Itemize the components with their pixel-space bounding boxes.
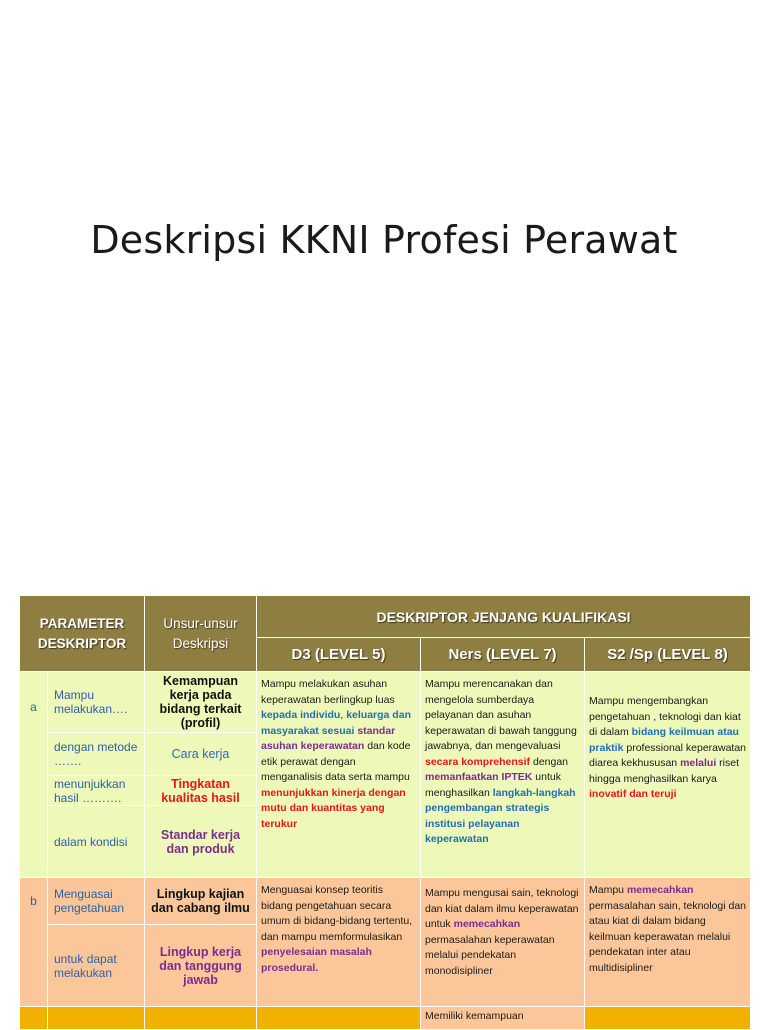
param-untuk-dapat-melakukan: untuk dapat melakukan: [48, 925, 145, 1007]
desc-segment: Mampu mengusai: [425, 887, 509, 899]
desc-segment: kepada individu: [261, 709, 341, 721]
desc-segment: pengetahuan , teknologi dan kiat di dalam: [589, 710, 741, 738]
unsur-lingkup-kerja: Lingkup kerja dan tanggung jawab: [145, 925, 257, 1007]
desc-segment: menunjukkan kinerja dengan mutu dan kuantitas yang terukur: [261, 786, 406, 830]
unsur-cara-kerja: Cara kerja: [145, 733, 257, 776]
unsur-lingkup-kajian: Lingkup kajian dan cabang ilmu: [145, 878, 257, 925]
desc-segment: secara komprehensif: [425, 755, 531, 768]
desc-segment: memanfaatkan IPTEK: [425, 771, 533, 783]
param-dalam-kondisi: dalam kondisi: [48, 806, 145, 878]
desc-b-ners: [421, 878, 585, 1007]
param-mampu-melakukan: Mampu melakukan….: [48, 672, 145, 733]
slide-title: Deskripsi KKNI Profesi Perawat: [90, 218, 678, 262]
header-s2-level8: S2 /Sp (LEVEL 8): [585, 638, 751, 672]
desc-segment: bidang keilmuan: [589, 915, 706, 943]
unsur-kemampuan-kerja: Kemampuan kerja pada bidang terkait (profil): [145, 672, 257, 733]
desc-segment: memecahkan: [453, 918, 521, 930]
kkni-descriptor-table: [19, 595, 751, 1030]
desc-segment: mengembangkan: [626, 695, 709, 707]
desc-segment: sain, teknologi dan kiat dalam ilmu keperawatan untuk: [425, 887, 579, 930]
header-unsur-deskripsi: Unsur-unsur Deskripsi: [145, 596, 257, 672]
desc-segment: memecahkan: [626, 884, 694, 896]
desc-segment: untuk menghasilkan: [425, 771, 561, 799]
header-parameter-descriptor: PARAMETER DESKRIPTOR: [20, 596, 145, 672]
row-a-letter: a: [20, 672, 48, 878]
desc-segment: dengan: [530, 755, 569, 768]
unsur-tingkatan-kualitas: Tingkatan kualitas hasil: [145, 776, 257, 806]
desc-segment: bidang keilmuan atau praktik: [589, 726, 739, 754]
header-d3-level5: D3 (LEVEL 5): [257, 638, 421, 672]
param-menunjukkan-hasil: menunjukkan hasil ……….: [48, 776, 145, 806]
desc-c-ners: Memiliki kemampuan: [421, 1007, 585, 1030]
desc-segment: Mampu merencanakan dan mengelola: [425, 678, 553, 706]
desc-segment: Mampu: [589, 884, 627, 896]
header-descriptor-group: DESKRIPTOR JENJANG KUALIFIKASI: [257, 596, 751, 638]
desc-segment: melalui: [680, 757, 717, 769]
desc-segment: keluarga dan masyarakat sesuai: [261, 709, 411, 737]
desc-segment: standar asuhan keperawatan: [261, 724, 396, 752]
desc-segment: Menguasai konsep teoritis bidang pengetahuan: [261, 884, 383, 912]
desc-segment: riset hingga menghasilkan karya: [589, 757, 740, 785]
header-ners-level7: Ners (LEVEL 7): [421, 638, 585, 672]
param-dengan-metode: dengan metode …….: [48, 733, 145, 776]
desc-segment: penyelesaian masalah prosedural.: [261, 946, 372, 974]
desc-segment: keperawatan berlingkup luas: [261, 693, 395, 706]
desc-segment: permasalahan keperawatan melalui pendekatan monodisipliner: [425, 933, 555, 977]
row-b-letter: b: [20, 878, 48, 1007]
desc-segment: professional keperawatan diarea kekhususan: [589, 741, 747, 769]
desc-a-s2: [585, 672, 751, 878]
desc-segment: Mampu melakukan asuhan: [261, 678, 388, 690]
param-menguasai-pengetahuan: Menguasai pengetahuan: [48, 878, 145, 925]
desc-b-s2: [585, 878, 751, 1007]
desc-segment: keperawatan melalui pendekatan inter atau multidisipliner: [589, 930, 731, 974]
desc-b-d3: [257, 878, 421, 1007]
desc-a-ners: [421, 672, 585, 878]
desc-segment: inovatif dan teruji: [589, 788, 677, 800]
desc-segment: ,: [340, 709, 347, 721]
unsur-standar-kerja: Standar kerja dan produk: [145, 806, 257, 878]
desc-segment: Mampu: [589, 695, 627, 707]
desc-a-d3: [257, 672, 421, 878]
desc-segment: secara umum di bidang-bidang tertentu, dan mampu memformulasikan: [261, 899, 413, 943]
desc-segment: langkah-langkah pengembangan strategis institusi pelayanan keperawatan: [425, 786, 576, 845]
desc-segment: permasalahan sain, teknologi dan atau kiat di dalam: [589, 899, 747, 927]
desc-segment: dan kode etik perawat dengan menganalisis data serta mampu: [261, 740, 411, 783]
desc-segment: sumberdaya pelayanan dan asuhan keperawatan di bawah tanggung jawabnya, dan mengevaluasi: [425, 693, 577, 752]
